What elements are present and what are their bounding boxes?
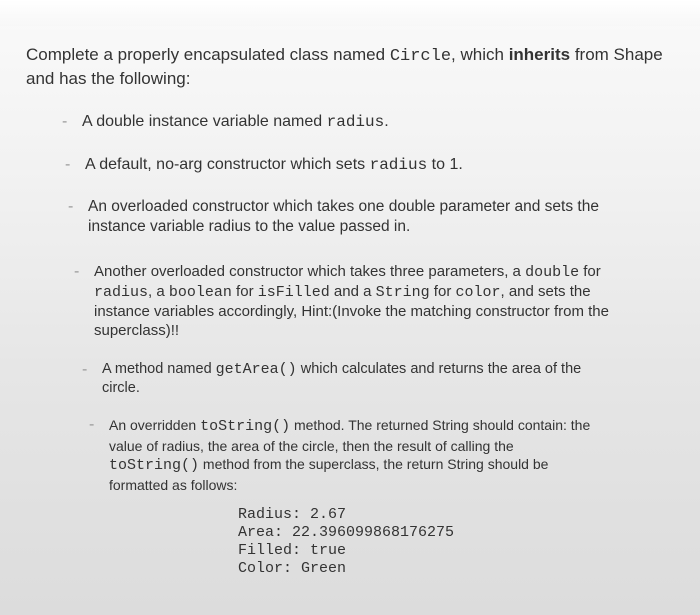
item-text: , a bbox=[148, 283, 169, 300]
list-dash: - bbox=[68, 198, 74, 215]
requirement-item-radius-field bbox=[62, 112, 642, 132]
item-text: An overloaded constructor which takes one double parameter and sets the instance variable radius to the value passed in. bbox=[88, 198, 599, 235]
list-dash: - bbox=[62, 113, 68, 130]
item-text: Another overloaded constructor which takes three parameters, a bbox=[94, 263, 526, 280]
item-text: and a bbox=[329, 283, 376, 300]
item-text: . bbox=[384, 113, 389, 130]
list-dash: - bbox=[82, 361, 88, 378]
item-text: method from the superclass, the return String should be formatted as follows: bbox=[109, 456, 549, 493]
intro-text-middle: , which bbox=[451, 45, 509, 64]
item-text: A double instance variable named bbox=[82, 113, 327, 130]
item-text: A method named bbox=[102, 361, 216, 377]
item-text: A default, no-arg constructor which sets bbox=[85, 156, 370, 173]
item-text: for bbox=[231, 283, 258, 300]
list-dash: - bbox=[74, 263, 80, 280]
item-code: toString() bbox=[200, 418, 291, 435]
output-line-radius: Radius: 2.67 bbox=[238, 506, 347, 523]
requirement-item-one-arg-constructor bbox=[68, 197, 633, 237]
class-name: Circle bbox=[389, 47, 452, 66]
item-text: for bbox=[579, 263, 601, 280]
item-code: toString() bbox=[109, 457, 200, 474]
item-code: isFilled bbox=[257, 284, 330, 301]
item-code: radius bbox=[94, 284, 149, 301]
list-dash: - bbox=[89, 416, 95, 433]
item-code: radius bbox=[326, 113, 385, 131]
output-line-color: Color: Green bbox=[238, 560, 347, 577]
item-text: which calculates and returns the area of the circle. bbox=[102, 361, 582, 396]
item-text: , and sets the instance variables accordingly, Hint:(Invoke the matching constructor from the superclass)!! bbox=[94, 283, 609, 339]
intro-text-suffix: from Shape and has the following: bbox=[26, 45, 663, 88]
intro-paragraph bbox=[26, 44, 676, 90]
item-text: An overridden bbox=[109, 417, 201, 433]
item-code: String bbox=[375, 284, 430, 301]
list-dash: - bbox=[65, 156, 71, 173]
item-text: to 1. bbox=[427, 156, 463, 173]
example-output-block bbox=[238, 506, 454, 578]
item-code: double bbox=[525, 264, 580, 281]
item-code: radius bbox=[369, 156, 428, 174]
item-code: getArea() bbox=[215, 361, 297, 378]
output-line-filled: Filled: true bbox=[238, 542, 347, 559]
item-code: color bbox=[455, 284, 501, 301]
requirement-item-three-arg-constructor bbox=[74, 262, 629, 340]
top-edge bbox=[0, 0, 700, 26]
output-line-area: Area: 22.396099868176275 bbox=[238, 524, 455, 541]
item-text: method. The returned String should contain: the value of radius, the area of the circle, then the result of calling the bbox=[109, 417, 591, 454]
item-code: boolean bbox=[168, 284, 232, 301]
requirement-item-get-area bbox=[82, 360, 622, 398]
intro-text-prefix: Complete a properly encapsulated class named bbox=[26, 45, 390, 64]
item-text: for bbox=[429, 283, 456, 300]
requirement-item-to-string bbox=[89, 416, 607, 494]
inherits-keyword: inherits bbox=[508, 45, 571, 64]
requirement-item-default-constructor bbox=[65, 155, 645, 175]
